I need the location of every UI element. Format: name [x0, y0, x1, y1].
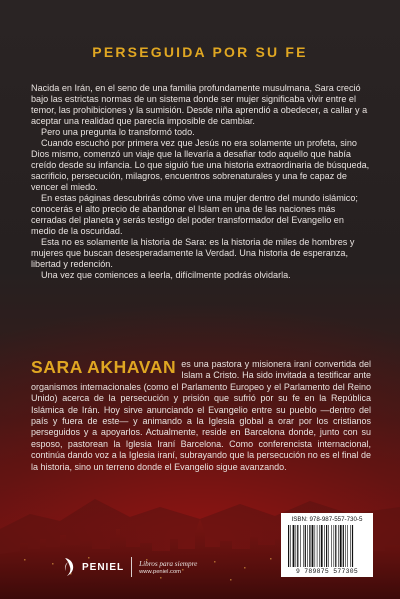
synopsis-paragraph: En estas páginas descubrirás cómo vive una mujer dentro del mundo islámico; conocerás el alto precio de abandonar el Islam en una de las naciones más cerradas del planeta y serás testigo del poder transformador del Evangelio en medio de la oscuridad.: [31, 193, 358, 236]
synopsis-paragraph: Nacida en Irán, en el seno de una familia profundamente musulmana, Sara creció bajo las estrictas normas de un sistema donde ser mujer significaba vivir entre el temor, las prohibiciones y la sumisión. Desde niña aprendió a obedecer, a callar y a aceptar una realidad que parecía imposible de cambiar.: [31, 83, 368, 126]
synopsis-paragraph: Pero una pregunta lo transformó todo.: [41, 127, 195, 137]
publisher-divider: [131, 557, 132, 577]
peniel-logo-icon: [62, 556, 78, 578]
publisher-slogan: Libros para siempre: [139, 559, 198, 568]
synopsis-paragraph: Esta no es solamente la historia de Sara: es la historia de miles de hombres y mujeres que buscan desesperadamente la Verdad. Una historia de esperanza, libertad y redención.: [31, 237, 355, 269]
publisher-block: [62, 552, 197, 582]
publisher-name: PENIEL: [82, 561, 125, 573]
synopsis-paragraph: Cuando escuchó por primera vez que Jesús no era solamente un profeta, sino Dios mismo, comenzó un viaje que la llevaría a desafiar todo aquello que había creído desde su infancia. Lo que siguió fue una historia extraordinaria de búsqueda, sacrificio, persecución, milagros, encuentros sobrenaturales y una fe capaz de vencer el miedo.: [31, 138, 370, 192]
book-title: PERSEGUIDA POR SU FE: [92, 44, 308, 60]
publisher-meta: [139, 560, 197, 575]
synopsis: [31, 83, 371, 281]
publisher-website: www.peniel.com: [139, 568, 182, 575]
isbn-digits: 9 789875 577305: [295, 568, 359, 575]
isbn-box: [281, 513, 373, 577]
synopsis-paragraph: Una vez que comiences a leerla, difícilmente podrás olvidarla.: [41, 270, 291, 280]
isbn-label: ISBN: 978-987-557-730-5: [291, 516, 363, 523]
author-bio: es una pastora y misionera iraní convertida del Islam a Cristo. Ha sido invitada a testificar ante organismos internacionales (como el Parlamento Europeo y el Parlamento del Reino Unido) acerca de la persecución y prisión que sufrió por su fe en la República Islámica de Irán. Hoy sirve anunciando el Evangelio entre su pueblo —dentro del país y fuera de este— y animando a la Iglesia global a orar por los cristianos perseguidos y a apoyarlos. Actualmente, reside en Barcelona donde, junto con su esposo, pastorean la Iglesia Iraní Barcelona. Como conferencista internacional, continúa dando voz a la Iglesia iraní, subrayando que la persecución no es el final de la historia, sino un terreno donde el Evangelio sigue avanzando.: [31, 359, 371, 472]
author-name: SARA AKHAVAN: [31, 357, 177, 377]
barcode-icon: [287, 525, 367, 567]
author-bio-section: [31, 359, 371, 473]
